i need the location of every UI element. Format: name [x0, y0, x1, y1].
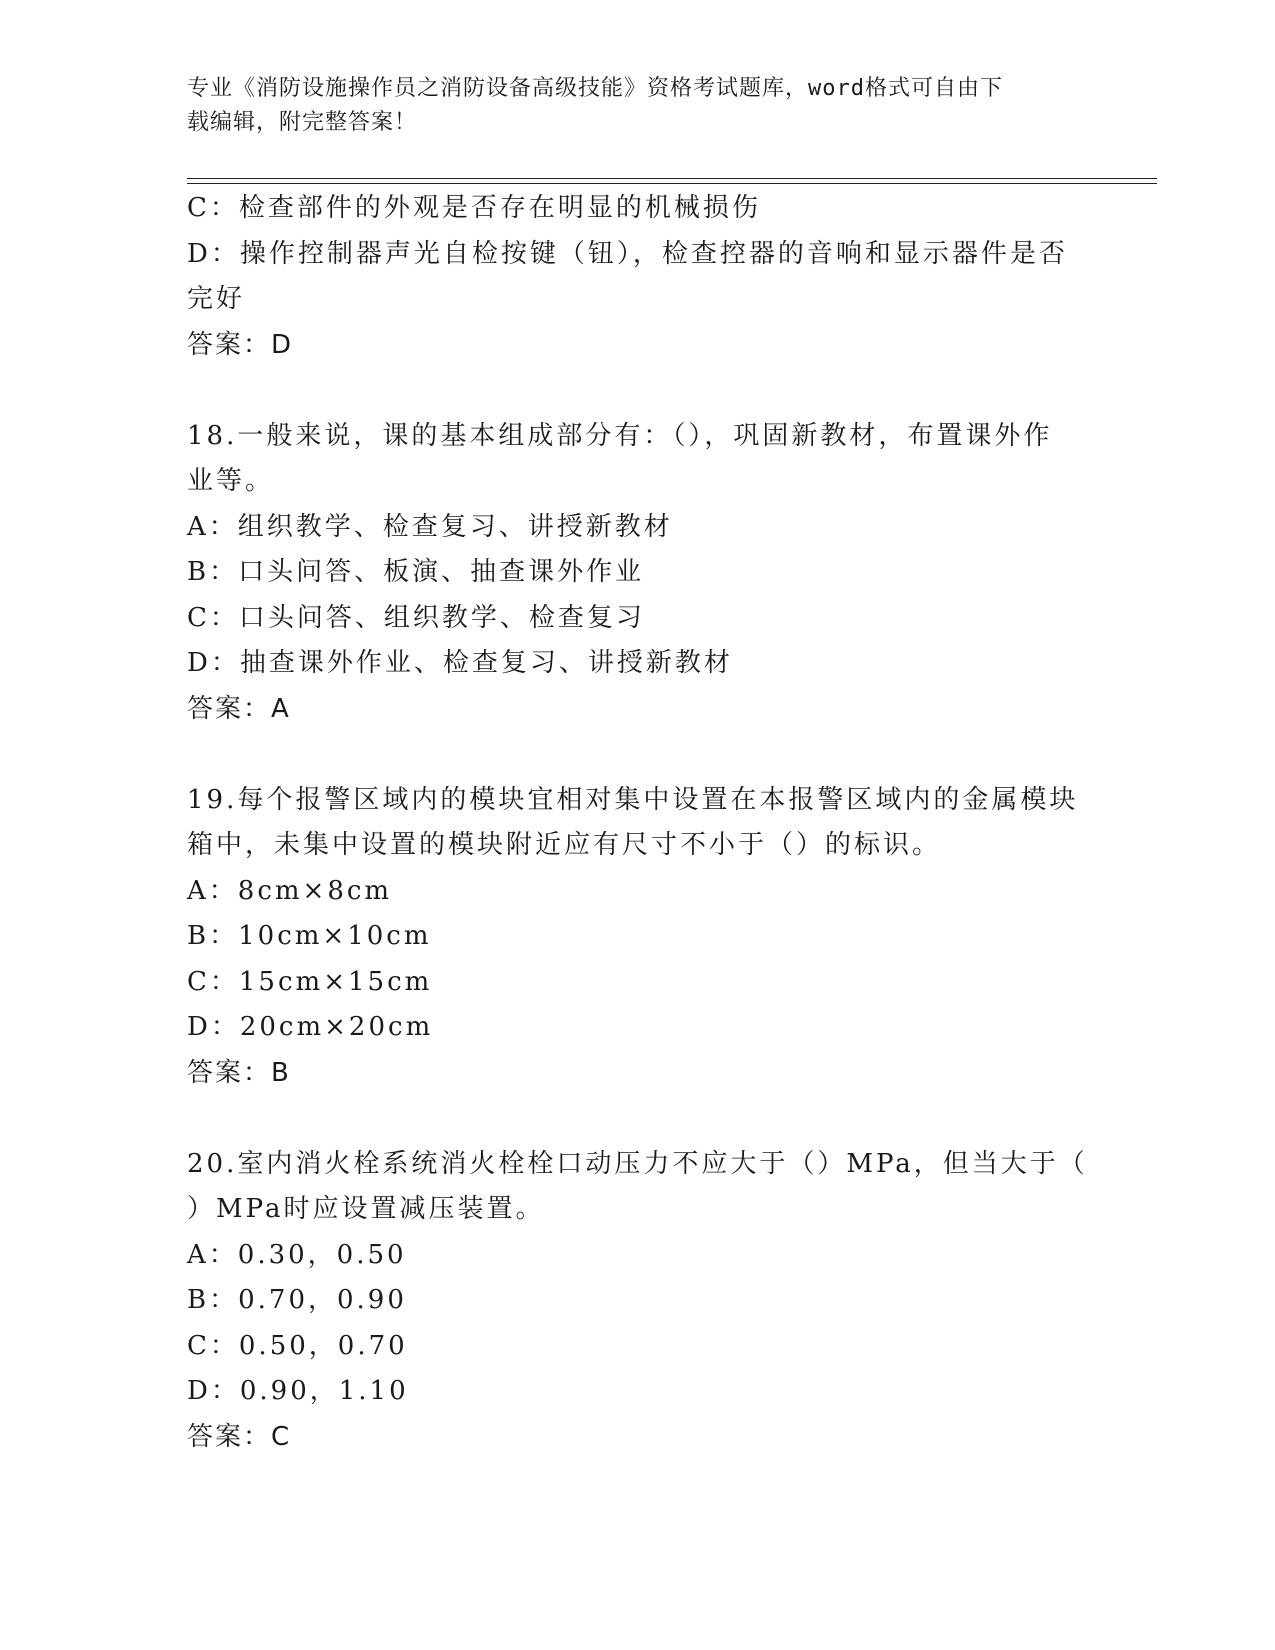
- header-divider-top: [187, 178, 1157, 179]
- question-stem-continued: 箱中，未集中设置的模块附近应有尺寸不小于（）的标识。: [187, 830, 942, 860]
- answer: 答案：C: [187, 1421, 292, 1452]
- question-stem: 18.一般来说，课的基本组成部分有：（），巩固新教材，布置课外作: [187, 420, 1053, 451]
- option-b: B：10cm×10cm: [187, 921, 432, 951]
- option-c: C：口头问答、组织教学、检查复习: [187, 602, 645, 633]
- spacer: [187, 368, 1067, 414]
- answer: 答案：A: [187, 693, 291, 724]
- question-19: [187, 778, 1079, 1097]
- question-stem-continued: 业等。: [187, 466, 275, 496]
- header-line-2: 载编辑，附完整答案！: [187, 110, 418, 135]
- spacer: [187, 1096, 1067, 1142]
- question-stem-continued: ）MPa时应设置减压装置。: [187, 1194, 545, 1224]
- option-b: B：口头问答、板演、抽查课外作业: [187, 557, 645, 587]
- question-content: [187, 186, 1088, 1460]
- option-d: D：抽查课外作业、检查复习、讲授新教材: [187, 648, 733, 678]
- document-header: [187, 72, 1067, 140]
- option-c: C：15cm×15cm: [187, 966, 433, 997]
- option-a: A：组织教学、检查复习、讲授新教材: [187, 511, 673, 542]
- answer: 答案：D: [187, 329, 294, 360]
- question-18: [187, 414, 1067, 733]
- answer: 答案：B: [187, 1057, 291, 1088]
- option-c: C：0.50，0.70: [187, 1330, 408, 1361]
- option-a: A：0.30，0.50: [187, 1239, 407, 1270]
- option-d: D：操作控制器声光自检按键（钮），检查控器的音响和显示器件是否: [187, 238, 1068, 269]
- option-d: D：0.90，1.10: [187, 1376, 409, 1406]
- option-a: A：8cm×8cm: [187, 875, 393, 906]
- question-stem: 19.每个报警区域内的模块宜相对集中设置在本报警区域内的金属模块: [187, 784, 1079, 815]
- header-line-1: 专业《消防设施操作员之消防设备高级技能》资格考试题库，word格式可自由下: [187, 76, 1003, 101]
- option-d-continued: 完好: [187, 284, 246, 314]
- question-20: [187, 1142, 1088, 1461]
- option-c: C：检查部件的外观是否存在明显的机械损伤: [187, 193, 761, 223]
- header-divider-bottom: [187, 183, 1157, 184]
- option-b: B：0.70，0.90: [187, 1285, 407, 1315]
- question-17-tail: [187, 186, 1067, 368]
- question-stem: 20.室内消火栓系统消火栓栓口动压力不应大于（）MPa，但当大于（: [187, 1148, 1088, 1179]
- option-d: D：20cm×20cm: [187, 1012, 434, 1042]
- spacer: [187, 732, 1067, 778]
